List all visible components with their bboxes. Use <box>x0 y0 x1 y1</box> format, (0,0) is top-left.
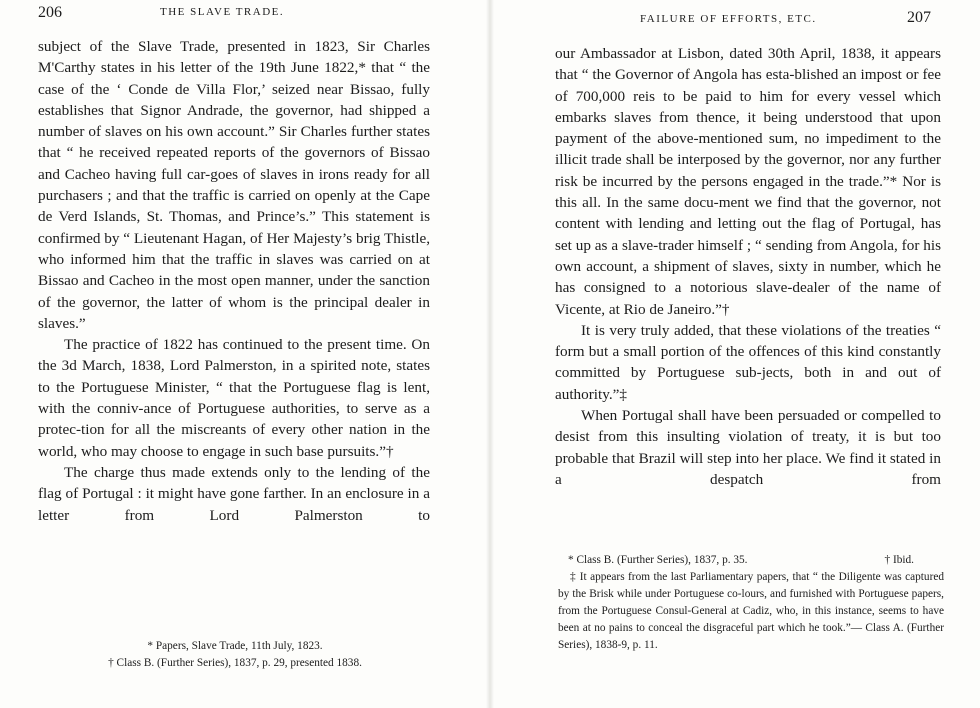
right-paragraph-1: our Ambassador at Lisbon, dated 30th April, 1838, it appears that “ the Governor of Angola has esta-blished an impost or fee of 700,000 reis to be paid to him for every vessel which embarks slaves from thence, it being understood that upon payment of the above-mentioned sum, no impediment to the illicit trade shall be interposed by the governor, nor any further risk be incurred by the persons engaged in the trade.”* Nor is this all. In the same docu-ment we find that the governor, not content with lending and letting out the flag of Portugal, has set up as a slave-trader himself ; “ sending from Angola, for his own account, a shipment of slaves, sixty in number, which he has consigned to a notorious slave-dealer of the name of Vicente, at Rio de Janeiro.”† <box>555 45 941 318</box>
right-footnote-2: † Ibid. <box>884 554 914 566</box>
right-paragraph-2: It is very truly added, that these violations of the treaties “ form but a small portion of the offences of this kind constantly committed by Portuguese sub-jects, both in and out of authority.”‡ <box>555 321 941 403</box>
left-footnote-1: * Papers, Slave Trade, 11th July, 1823. <box>147 640 323 652</box>
left-footnote-2: † Class B. (Further Series), 1837, p. 29, presented 1838. <box>108 657 362 669</box>
right-body-text <box>555 43 941 490</box>
left-paragraph-2: The practice of 1822 has continued to the present time. On the 3d March, 1838, Lord Palmerston, in a spirited note, states to the Portuguese Minister, “ that the Portuguese flag is lent, with the conniv-ance of Portuguese authorities, to serve as a protec-tion for all the miscreants of every other nation in the world, who may choose to engage in such base pursuits.”† <box>38 336 430 460</box>
left-page-number: 206 <box>38 4 62 21</box>
right-footnotes <box>558 552 944 654</box>
right-footnote-row <box>558 552 944 569</box>
left-paragraph-1: subject of the Slave Trade, presented in 1823, Sir Charles M'Carthy states in his letter of the 19th June 1822,* that “ the case of the ‘ Conde de Villa Flor,’ seized near Bissao, fully establishes that Signor Andrade, the governor, had shipped a number of slaves on his own account.” Sir Charles further states that “ he received repeated reports of the governors of Bissao and Cacheo having full car-goes of slaves in irons ready for all purchasers ; and that the traffic is carried on openly at the Cape de Verd Islands, St. Thomas, and Prince’s.” This statement is confirmed by “ Lieutenant Hagan, of Her Majesty’s brig Thistle, who informed him that the traffic in slaves was carried on at Bissao and Cacheo in the most open manner, under the sanction of the governor, the latter of whom is the principal dealer in slaves.” <box>38 38 430 332</box>
left-footnotes <box>45 638 425 672</box>
right-running-head: FAILURE OF EFFORTS, ETC. <box>640 13 817 25</box>
right-footnote-3: ‡ It appears from the last Parliamentary papers, that “ the Diligente was captured by the Brisk while under Portuguese co-lours, and furnished with Portuguese papers, from the Portuguese Consul-General at Cadiz, who, in this instance, seems to have been at no pains to conceal the disgraceful part which he took.”— Class A. (Further Series), 1838-9, p. 11. <box>558 571 944 651</box>
left-running-head: THE SLAVE TRADE. <box>160 6 285 18</box>
left-paragraph-3: The charge thus made extends only to the lending of the flag of Portugal : it might have gone farther. In an enclosure in a letter from Lord Palmerston to <box>38 463 430 524</box>
left-body-text <box>38 36 430 526</box>
right-page <box>490 0 980 708</box>
right-page-number: 207 <box>907 9 931 26</box>
right-paragraph-3: When Portugal shall have been persuaded or compelled to desist from this insulting violation of treaty, it is but too probable that Brazil will step into her place. We find it stated in a despatch from <box>555 407 941 488</box>
right-footnote-1: * Class B. (Further Series), 1837, p. 35. <box>568 554 748 566</box>
